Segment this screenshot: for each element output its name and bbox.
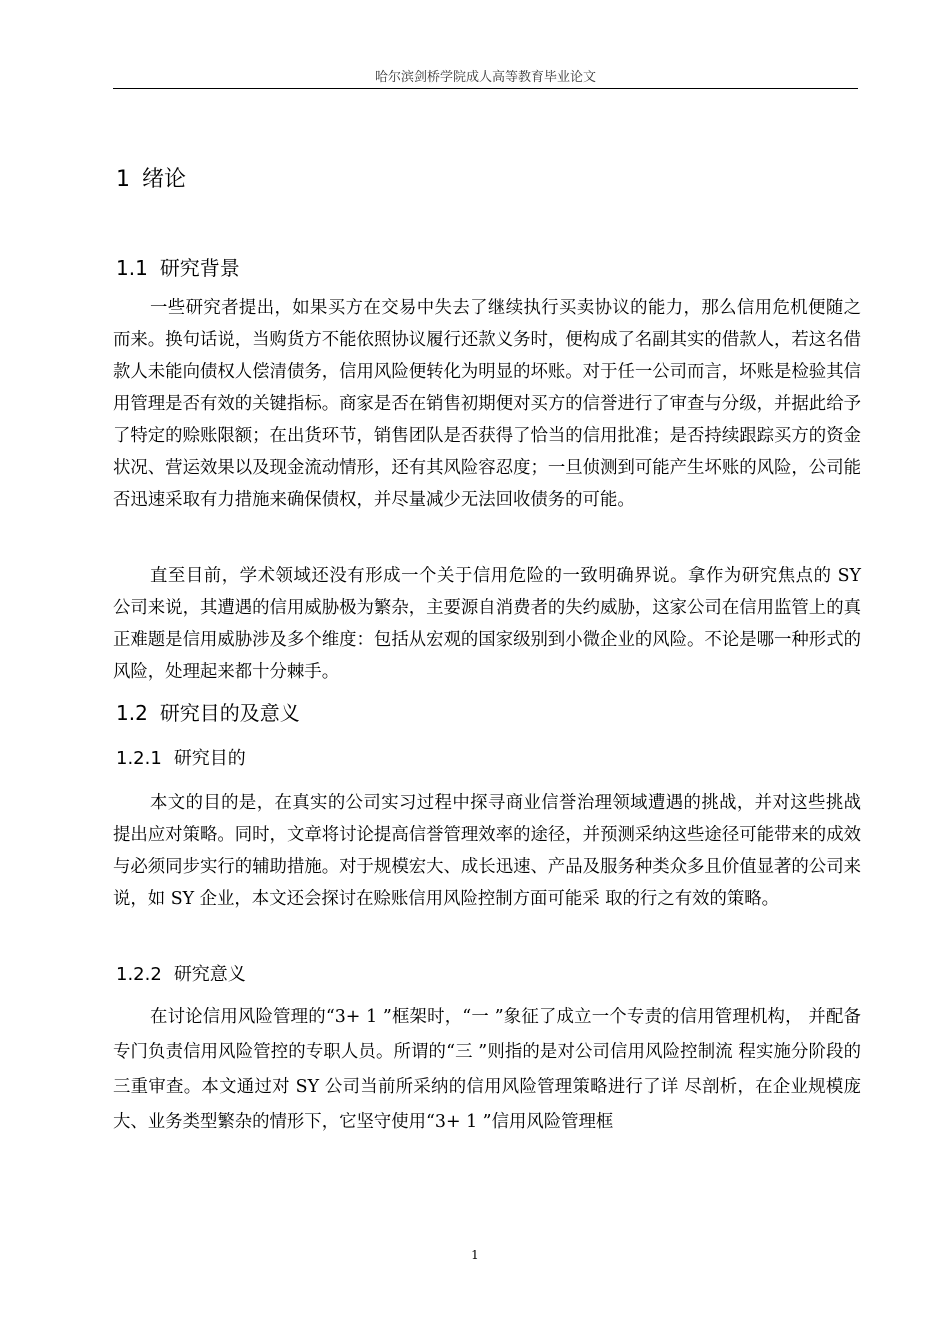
section-title: 研究背景 bbox=[159, 256, 240, 280]
paragraph-background-2: 直至目前，学术领域还没有形成一个关于信用危险的一致明确界说。拿作为研究焦点的 SY 公司来说，其遭遇的信用威胁极为繁杂，主要源自消费者的失约威胁，这家公司在信用监管上的真正难题是信用威胁涉及多个维度：包括从宏观的国家级别到小微企业的风险。不论是哪一种形式的风险，处理起来都十分棘手。 bbox=[113, 566, 861, 682]
section-heading-1-1 bbox=[116, 252, 240, 281]
subsection-number: 1.2.2 bbox=[116, 964, 162, 985]
section-title: 研究目的及意义 bbox=[159, 701, 300, 725]
paragraph-background-1: 一些研究者提出，如果买方在交易中失去了继续执行买卖协议的能力，那么信用危机便随之而来。换句话说，当购货方不能依照协议履行还款义务时，便构成了名副其实的借款人，若这名借款人未能向债权人偿清债务，信用风险便转化为明显的坏账。对于任一公司而言，坏账是检验其信用管理是否有效的关键指标。商家是否在销售初期便对买方的信誉进行了审查与分级，并据此给予了特定的赊账限额；在出货环节，销售团队是否获得了恰当的信用批准；是否持续跟踪买方的资金状况、营运效果以及现金流动情形，还有其风险容忍度；一旦侦测到可能产生坏账的风险，公司能否迅速采取有力措施来确保债权，并尽量减少无法回收债务的可能。 bbox=[113, 298, 861, 510]
paragraph-purpose: 本文的目的是，在真实的公司实习过程中探寻商业信誉治理领域遭遇的挑战，并对这些挑战提出应对策略。同时，文章将讨论提高信誉管理效率的途径，并预测采纳这些途径可能带来的成效与必须同步实行的辅助措施。对于规模宏大、成长迅速、产品及服务种类众多且价值显著的公司来说，如 SY 企业，本文还会探讨在赊账信用风险控制方面可能采 取的行之有效的策略。 bbox=[113, 793, 861, 909]
chapter-title: 绪论 bbox=[142, 167, 187, 192]
subsection-number: 1.2.1 bbox=[116, 748, 162, 769]
chapter-number: 1 bbox=[116, 167, 130, 192]
section-number: 1.2 bbox=[116, 701, 148, 725]
section-number: 1.1 bbox=[116, 256, 148, 280]
paragraph-significance: 在讨论信用风险管理的“3+ 1 ”框架时，“一 ”象征了成立一个专责的信用管理机构， 并配备专门负责信用风险管控的专职人员。所谓的“三 ”则指的是对公司信用风险控制流 程实施分阶段的三重审查。本文通过对 SY 公司当前所采纳的信用风险管理策略进行了详 尽剖析，在企业规模庞大、业务类型繁杂的情形下，它坚守使用“3+ 1 ”信用风险管理框 bbox=[113, 1007, 861, 1132]
subsection-heading-1-2-1 bbox=[116, 744, 246, 770]
section-heading-1-2 bbox=[116, 697, 300, 726]
page-number: 1 bbox=[471, 1248, 479, 1262]
subsection-title: 研究意义 bbox=[173, 964, 246, 985]
subsection-title: 研究目的 bbox=[173, 748, 246, 769]
subsection-heading-1-2-2 bbox=[116, 960, 246, 986]
running-header: 哈尔滨剑桥学院成人高等教育毕业论文 bbox=[374, 70, 596, 85]
header-rule bbox=[113, 88, 858, 89]
chapter-heading bbox=[116, 162, 186, 193]
